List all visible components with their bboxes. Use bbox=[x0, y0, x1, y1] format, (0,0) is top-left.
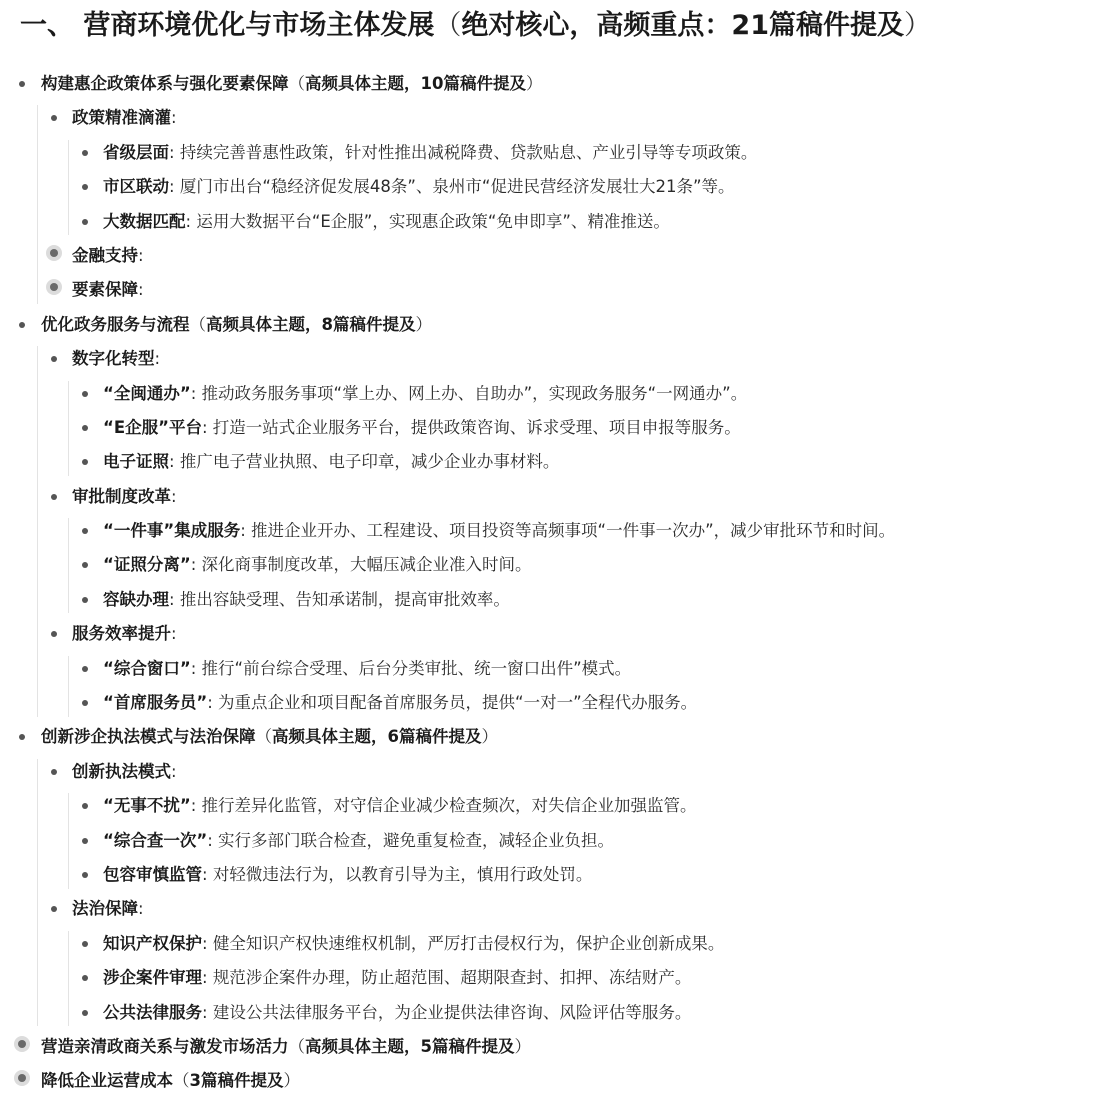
bullet-icon bbox=[82, 391, 88, 397]
outline-item-level-3 bbox=[0, 927, 1118, 961]
colon-separator: : bbox=[169, 142, 175, 162]
outline-item-note: 高频具体主题，6篇稿件提及 bbox=[272, 727, 482, 747]
bullet-icon bbox=[51, 494, 57, 500]
bullet-icon bbox=[82, 562, 88, 568]
outline-item-key: 容缺办理 bbox=[103, 589, 169, 609]
colon-separator: : bbox=[202, 933, 208, 953]
indent-guide-line bbox=[37, 759, 38, 1026]
colon-separator: : bbox=[190, 383, 197, 403]
colon-separator: : bbox=[171, 108, 177, 128]
outline-item-level-3 bbox=[0, 514, 1118, 548]
bullet-icon bbox=[82, 1010, 88, 1016]
outline-item-key: 服务效率提升 bbox=[72, 624, 171, 644]
colon-separator: : bbox=[202, 968, 208, 988]
colon-separator: : bbox=[185, 211, 192, 231]
outline-item-desc: 推动政务服务事项“掌上办、网上办、自助办”，实现政务服务“一网通办”。 bbox=[201, 383, 748, 403]
outline-item-desc: 深化商事制度改革，大幅压减企业准入时间。 bbox=[201, 555, 532, 575]
colon-separator: : bbox=[154, 349, 161, 369]
bullet-icon bbox=[82, 219, 88, 225]
bullet-icon bbox=[82, 838, 88, 844]
outline-item-level-1 bbox=[0, 1064, 1118, 1098]
bullet-icon bbox=[82, 666, 88, 672]
outline-item-key: “证照分离” bbox=[103, 555, 191, 575]
bullet-icon bbox=[82, 597, 88, 603]
outline-item-level-3 bbox=[0, 170, 1118, 204]
colon-separator: : bbox=[169, 177, 175, 197]
bullet-icon bbox=[82, 941, 88, 947]
indent-guide-line bbox=[68, 518, 69, 613]
outline-item-key: 法治保障 bbox=[72, 899, 138, 919]
outline-item-level-3 bbox=[0, 377, 1118, 411]
outline-item-level-2 bbox=[0, 617, 1118, 651]
outline-item-desc: 持续完善普惠性政策，针对性推出减税降费、贷款贴息、产业引导等专项政策。 bbox=[179, 142, 758, 162]
outline-item-key: “首席服务员” bbox=[103, 693, 208, 713]
bullet-icon bbox=[82, 459, 88, 465]
bullet-icon bbox=[19, 734, 25, 740]
outline-item-key: 知识产权保护 bbox=[103, 933, 202, 953]
outline-item-key: 数字化转型 bbox=[72, 349, 155, 369]
indent-guide-line bbox=[68, 793, 69, 888]
outline-item-key: 要素保障 bbox=[72, 280, 138, 300]
outline-item-level-3 bbox=[0, 652, 1118, 686]
collapsed-bullet-icon[interactable] bbox=[50, 283, 58, 291]
paren-close: ） bbox=[481, 727, 498, 747]
outline-item-level-3 bbox=[0, 996, 1118, 1030]
outline-item-key: 省级层面 bbox=[103, 142, 169, 162]
colon-separator: : bbox=[138, 899, 144, 919]
outline-item-desc: 为重点企业和项目配备首席服务员，提供“一对一”全程代办服务。 bbox=[218, 693, 698, 713]
section-heading bbox=[20, 4, 931, 48]
outline-item-key: 创新涉企执法模式与法治保障 bbox=[41, 727, 256, 747]
outline-item-desc: 打造一站式企业服务平台，提供政策咨询、诉求受理、项目申报等服务。 bbox=[212, 417, 741, 437]
outline-item-desc: 推出容缺受理、告知承诺制，提高审批效率。 bbox=[179, 589, 510, 609]
outline-item-desc: 推进企业开办、工程建设、项目投资等高频事项“一件事一次办”，减少审批环节和时间。 bbox=[251, 521, 896, 541]
outline-item-level-2 bbox=[0, 892, 1118, 926]
outline-item-key: 营造亲清政商关系与激发市场活力 bbox=[41, 1036, 289, 1056]
indent-guide-line bbox=[68, 140, 69, 235]
colon-separator: : bbox=[190, 555, 197, 575]
outline-item-level-3 bbox=[0, 136, 1118, 170]
outline-item-level-3 bbox=[0, 583, 1118, 617]
outline-item-level-1 bbox=[0, 308, 1118, 342]
outline-item-level-2 bbox=[0, 239, 1118, 273]
outline-item-key: 公共法律服务 bbox=[103, 1002, 202, 1022]
outline-item-note: 高频具体主题，8篇稿件提及 bbox=[206, 314, 416, 334]
bullet-icon bbox=[82, 425, 88, 431]
colon-separator: : bbox=[201, 417, 208, 437]
bullet-icon bbox=[51, 356, 57, 362]
outline-item-key: “一件事”集成服务 bbox=[103, 521, 241, 541]
outline-item-key: 构建惠企政策体系与强化要素保障 bbox=[41, 74, 289, 93]
bullet-icon bbox=[51, 769, 57, 775]
outline-item-desc: 实行多部门联合检查，避免重复检查，减轻企业负担。 bbox=[218, 830, 615, 850]
outline-item-level-3 bbox=[0, 205, 1118, 239]
colon-separator: : bbox=[169, 452, 175, 472]
collapsed-bullet-icon[interactable] bbox=[50, 249, 58, 257]
bullet-icon bbox=[82, 803, 88, 809]
outline-item-key: “E企服”平台 bbox=[103, 417, 202, 437]
colon-separator: : bbox=[171, 624, 177, 644]
outline-item-level-2 bbox=[0, 755, 1118, 789]
bullet-icon bbox=[51, 906, 57, 912]
bullet-icon bbox=[82, 872, 88, 878]
outline-item-level-3 bbox=[0, 411, 1118, 445]
colon-separator: : bbox=[171, 486, 177, 506]
outline-item-key: “全闽通办” bbox=[103, 383, 191, 403]
section-heading-note: 绝对核心，高频重点：21篇稿件提及 bbox=[461, 10, 904, 41]
bullet-icon bbox=[51, 631, 57, 637]
paren-open: （ bbox=[255, 727, 272, 747]
outline-item-key: “综合窗口” bbox=[103, 658, 191, 678]
outline-item-desc: 运用大数据平台“E企服”，实现惠企政策“免申即享”、精准推送。 bbox=[196, 211, 670, 231]
outline-item-desc: 厦门市出台“稳经济促发展48条”、泉州市“促进民营经济发展壮大21条”等。 bbox=[179, 177, 735, 197]
outline-item-key: 金融支持 bbox=[72, 245, 138, 265]
outline-item-level-3 bbox=[0, 548, 1118, 582]
colon-separator: : bbox=[190, 658, 197, 678]
outline-item-level-3 bbox=[0, 789, 1118, 823]
paren-open: （ bbox=[173, 1071, 190, 1091]
outline-item-level-3 bbox=[0, 445, 1118, 479]
outline-item-level-3 bbox=[0, 824, 1118, 858]
outline-item-key: 审批制度改革 bbox=[72, 486, 171, 506]
bullet-icon bbox=[82, 184, 88, 190]
indent-guide-line bbox=[68, 656, 69, 717]
outline-item-level-2 bbox=[0, 480, 1118, 514]
bullet-icon bbox=[82, 150, 88, 156]
paren-open: （ bbox=[288, 1036, 305, 1056]
outline-item-level-1 bbox=[0, 67, 1118, 101]
bullet-icon bbox=[19, 81, 25, 87]
outline-item-note: 3篇稿件提及 bbox=[189, 1071, 284, 1091]
colon-separator: : bbox=[190, 796, 197, 816]
colon-separator: : bbox=[207, 693, 213, 713]
section-heading-title: 一、 营商环境优化与市场主体发展 bbox=[20, 10, 435, 41]
outline-item-desc: 建设公共法律服务平台，为企业提供法律咨询、风险评估等服务。 bbox=[212, 1002, 692, 1022]
outline-item-level-1 bbox=[0, 1030, 1118, 1064]
outline-item-note: 高频具体主题，10篇稿件提及 bbox=[305, 74, 526, 93]
bullet-icon bbox=[82, 528, 88, 534]
bullet-icon bbox=[19, 322, 25, 328]
outline-item-level-2 bbox=[0, 273, 1118, 307]
outline-item-key: 大数据匹配 bbox=[103, 211, 186, 231]
paren-close: ） bbox=[283, 1071, 300, 1091]
outline-item-key: 政策精准滴灌 bbox=[72, 108, 171, 128]
paren-open: （ bbox=[189, 314, 206, 334]
outline-item-level-3 bbox=[0, 961, 1118, 995]
indent-guide-line bbox=[37, 105, 38, 303]
outline-item-desc: 推行“前台综合受理、后台分类审批、统一窗口出件”模式。 bbox=[201, 658, 632, 678]
outline-item-desc: 规范涉企案件办理，防止超范围、超期限查封、扣押、冻结财产。 bbox=[212, 968, 692, 988]
outline-item-key: “综合查一次” bbox=[103, 830, 208, 850]
indent-guide-line bbox=[68, 381, 69, 476]
indent-guide-line bbox=[37, 346, 38, 716]
heading-paren-close: ） bbox=[903, 10, 931, 41]
heading-paren-open: （ bbox=[434, 10, 462, 41]
outline-item-level-3 bbox=[0, 858, 1118, 892]
outline-item-key: 市区联动 bbox=[103, 177, 169, 197]
outline-item-key: 创新执法模式 bbox=[72, 761, 171, 781]
colon-separator: : bbox=[202, 1002, 208, 1022]
outline-item-key: “无事不扰” bbox=[103, 796, 191, 816]
outline-item-note: 高频具体主题，5篇稿件提及 bbox=[305, 1036, 515, 1056]
outline-item-key: 涉企案件审理 bbox=[103, 968, 202, 988]
outline-item-level-1 bbox=[0, 720, 1118, 754]
colon-separator: : bbox=[169, 589, 175, 609]
bullet-icon bbox=[82, 975, 88, 981]
colon-separator: : bbox=[138, 245, 144, 265]
paren-close: ） bbox=[514, 1036, 531, 1056]
outline-item-key: 包容审慎监管 bbox=[103, 864, 202, 884]
outline-item-key: 优化政务服务与流程 bbox=[41, 314, 190, 334]
paren-close: ） bbox=[415, 314, 432, 334]
outline-item-key: 降低企业运营成本 bbox=[41, 1071, 173, 1091]
colon-separator: : bbox=[240, 521, 246, 541]
outline-item-level-3 bbox=[0, 686, 1118, 720]
outline-list bbox=[0, 67, 1118, 1099]
outline-item-level-2 bbox=[0, 342, 1118, 376]
colon-separator: : bbox=[202, 864, 208, 884]
paren-open: （ bbox=[288, 74, 305, 93]
outline-item-level-2 bbox=[0, 101, 1118, 135]
colon-separator: : bbox=[171, 761, 177, 781]
outline-item-desc: 推广电子营业执照、电子印章，减少企业办事材料。 bbox=[179, 452, 560, 472]
outline-item-key: 电子证照 bbox=[103, 452, 169, 472]
bullet-icon bbox=[51, 115, 57, 121]
colon-separator: : bbox=[207, 830, 213, 850]
outline-item-desc: 健全知识产权快速维权机制，严厉打击侵权行为，保护企业创新成果。 bbox=[212, 933, 725, 953]
indent-guide-line bbox=[68, 931, 69, 1026]
paren-close: ） bbox=[525, 74, 543, 93]
outline-item-desc: 对轻微违法行为，以教育引导为主，慎用行政处罚。 bbox=[212, 864, 593, 884]
colon-separator: : bbox=[138, 280, 144, 300]
bullet-icon bbox=[82, 700, 88, 706]
collapsed-bullet-icon[interactable] bbox=[18, 1074, 26, 1082]
collapsed-bullet-icon[interactable] bbox=[18, 1040, 26, 1048]
outline-item-desc: 推行差异化监管，对守信企业减少检查频次，对失信企业加强监管。 bbox=[201, 796, 697, 816]
